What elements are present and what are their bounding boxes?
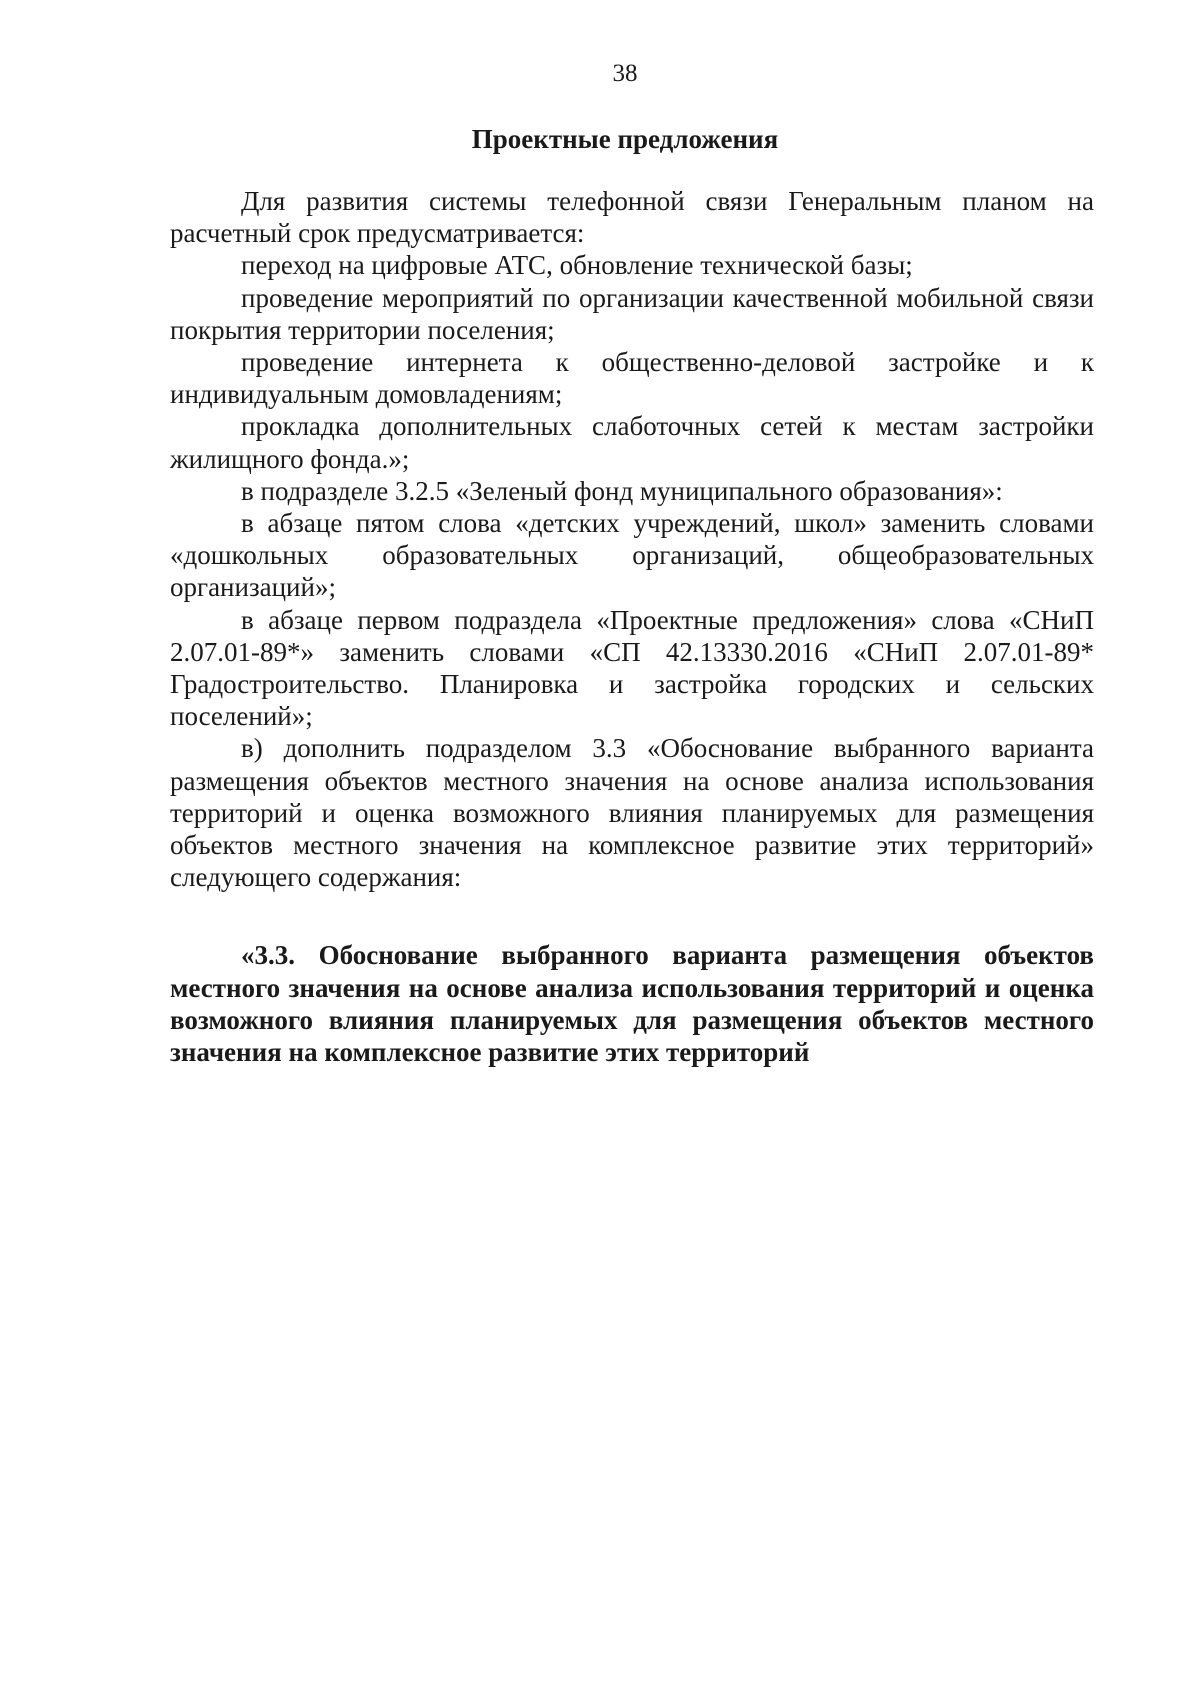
paragraph: переход на цифровые АТС, обновление технической базы; bbox=[241, 250, 913, 281]
paragraph: проведение интернета к общественно-деловой застройке и к индивидуальным домовладениям; bbox=[170, 347, 1094, 410]
subsection-heading: «3.3. Обоснование выбранного варианта размещения объектов местного значения на основе анализа использования территорий и оценка возможного влияния планируемых для размещения объектов местного значения на комплексное развитие этих территорий bbox=[170, 940, 1094, 1068]
paragraph: в абзаце пятом слова «детских учреждений, школ» заменить словами «дошкольных образовательных организаций, общеобразовательных организаций»; bbox=[170, 508, 1094, 603]
page-number: 38 bbox=[612, 60, 638, 87]
paragraph: проведение мероприятий по организации качественной мобильной связи покрытия территории поселения; bbox=[170, 282, 1094, 345]
paragraph: в подразделе 3.2.5 «Зеленый фонд муниципального образования»: bbox=[241, 475, 1003, 506]
document-body bbox=[170, 185, 1094, 1068]
paragraph: Для развития системы телефонной связи Генеральным планом на расчетный срок предусматривается: bbox=[170, 186, 1094, 249]
paragraph: в абзаце первом подраздела «Проектные предложения» слова «СНиП 2.07.01-89*» заменить словами «СП 42.13330.2016 «СНиП 2.07.01-89* Градостроительство. Планировка и застройка городских и сельских поселений»; bbox=[170, 604, 1094, 732]
paragraph: в) дополнить подразделом 3.3 «Обоснование выбранного варианта размещения объектов местного значения на основе анализа использования территорий и оценка возможного влияния планируемых для размещения объектов местного значения на комплексное развитие этих территорий» следующего содержания: bbox=[170, 733, 1094, 893]
section-title: Проектные предложения bbox=[471, 124, 779, 154]
paragraph: прокладка дополнительных слаботочных сетей к местам застройки жилищного фонда.»; bbox=[170, 411, 1094, 474]
